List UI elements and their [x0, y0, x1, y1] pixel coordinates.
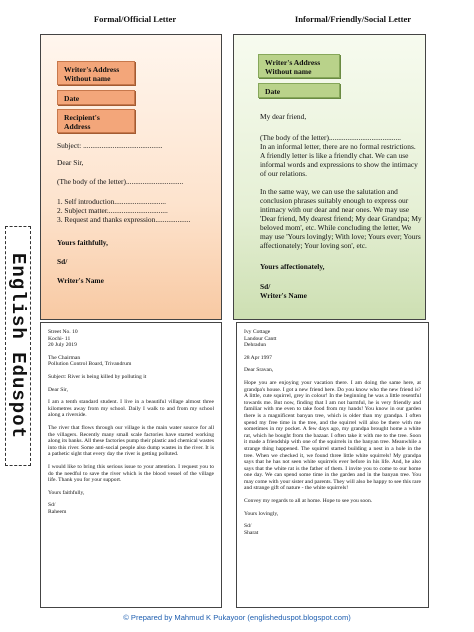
- point-3: 3. Request and thanks expression...................: [57, 215, 191, 224]
- informal-letter-template: [233, 34, 426, 320]
- writer-name: Writer's Name: [260, 291, 307, 300]
- subject-line: Subject: River is being killed by polluting it: [48, 373, 147, 380]
- letter-date: 20 July 2019: [48, 342, 77, 349]
- writer-address-box: Writer's Address Without name: [258, 54, 340, 78]
- signature: Sd/: [244, 523, 252, 530]
- letter-paragraph: I would like to bring this serious issue to your attention. I request you to do the needful to save the river which is the blood vessel of the village life. Thank you for your support.: [48, 463, 214, 484]
- salutation: Dear Sravan,: [244, 367, 274, 374]
- formal-letter-heading: Formal/Official Letter: [93, 14, 177, 24]
- signature: Sd/: [48, 502, 56, 509]
- recipient-line: The Chairman: [48, 354, 81, 361]
- point-1: 1. Self introduction............................: [57, 197, 167, 206]
- writer-address-box: Writer's Address Without name: [57, 61, 135, 85]
- point-2: 2. Subject matter.................................: [57, 206, 168, 215]
- footer-credit: © Prepared by Mahmud K Pukayoor (englisheduspot.blogspot.com): [123, 613, 351, 622]
- english-eduspot-side-label: [5, 226, 31, 466]
- address-line: Dehradun: [244, 342, 267, 349]
- sender-name: Raheem: [48, 508, 67, 515]
- address-line: Ivy Cottage: [244, 329, 271, 335]
- address-line: Street No. 10: [48, 329, 78, 335]
- informal-letter-example: [236, 322, 429, 608]
- side-label-text: English Eduspot: [7, 252, 29, 440]
- signature: Sd/: [260, 282, 271, 291]
- closing: Yours faithfully,: [48, 489, 85, 496]
- signature: Sd/: [57, 257, 68, 266]
- date-box: Date: [258, 83, 340, 98]
- letter-paragraph: Convey my regards to all at home. Hope to see you soon.: [244, 498, 373, 505]
- body-placeholder: (The body of the letter)...............................: [57, 177, 184, 186]
- recipient-line: Pollution Control Board, Trivandrum: [48, 361, 132, 368]
- body-placeholder: (The body of the letter).......................................: [260, 133, 402, 142]
- closing: Yours affectionately,: [260, 262, 325, 271]
- letter-paragraph: Hope you are enjoying your vacation there. I am doing the same here, at grandpa's house. I got a new friend here. Do you know who the new friend is? A little, cute squirrel, grey in colour! In the beginning he was a little resentful towards me. But now, finding that I am not harmful, he is very friendly and familiar with me even to take food from my hands! You know in our garden there is a magnificent banyan tree, which is older than my grandpa. I often spend my free time in the tree, and the squirrel will also be there with me sometimes in my pocket. A few days ago, my grandpa brought home a white rat, which he bought from the bazaar. I often take it with me to the tree. Soon it made a friendship with one of the squirrels in the banyan tree. Meanwhile a strange thing happened. The squirrel started building a nest in a hole in the tree. When we checked it, we found three little white squirrels! My grandpa says that he has not seen white squirrels ever before in his life. And, he also says that the white rat is the father of them. I invite you to come to our home one day. We can spend some time in the garden and in the banyan tree. You may come with your sister and parents. They will also be happy to see this rare and strange gift of nature - the white squirrels!: [244, 379, 421, 492]
- closing: Yours faithfully,: [57, 238, 108, 247]
- letter-date: 28 Apr 1997: [244, 354, 272, 361]
- informal-letter-heading: Informal/Friendly/Social Letter: [294, 14, 412, 24]
- salutation: Dear Sir,: [48, 386, 68, 393]
- letter-paragraph: I am a tenth standard student. I live in a beautiful village almost three kilometres away from my school. Daily I walk to and from my school along a riverside.: [48, 399, 214, 419]
- salutation: Dear Sir,: [57, 158, 84, 167]
- date-box: Date: [57, 90, 135, 105]
- informal-paragraph-1: In an informal letter, there are no formal restrictions. A friendly letter is like a friendly chat. We can use informal words and expressions to show the intimacy of our relations.: [260, 142, 418, 178]
- address-line: Landour Cantt: [244, 335, 277, 342]
- formal-letter-template: [40, 34, 222, 320]
- letter-paragraph: The river that flows through our village is the main water source for all the villagers. Recently many small scale factories have started working along its banks. All these factories pump their plastic and chemical wastes into this river. Some anti-social people also dump wastes in the river. It is a pathetic sight that every day the river is getting polluted.: [48, 424, 214, 458]
- closing: Yours lovingly,: [244, 510, 279, 517]
- writer-name: Writer's Name: [57, 276, 104, 285]
- salutation: My dear friend,: [260, 112, 307, 121]
- subject-line: Subject: ...........................................: [57, 141, 163, 150]
- formal-letter-example: [40, 322, 222, 608]
- recipient-address-box: Recipient's Address: [57, 109, 135, 133]
- sender-name: Sharat: [244, 529, 259, 536]
- informal-paragraph-2: In the same way, we can use the salutation and conclusion phrases suitably enough to express our intimacy with our dear and near ones. We may use 'Dear friend, My dearest friend; My dear Grandpa; My beloved mom', etc. While concluding the letter, We may use 'Yours lovingly; With love; Yours ever; Yours affectionately; Your loving son', etc.: [260, 187, 422, 250]
- address-line: Kochi- 11: [48, 335, 71, 342]
